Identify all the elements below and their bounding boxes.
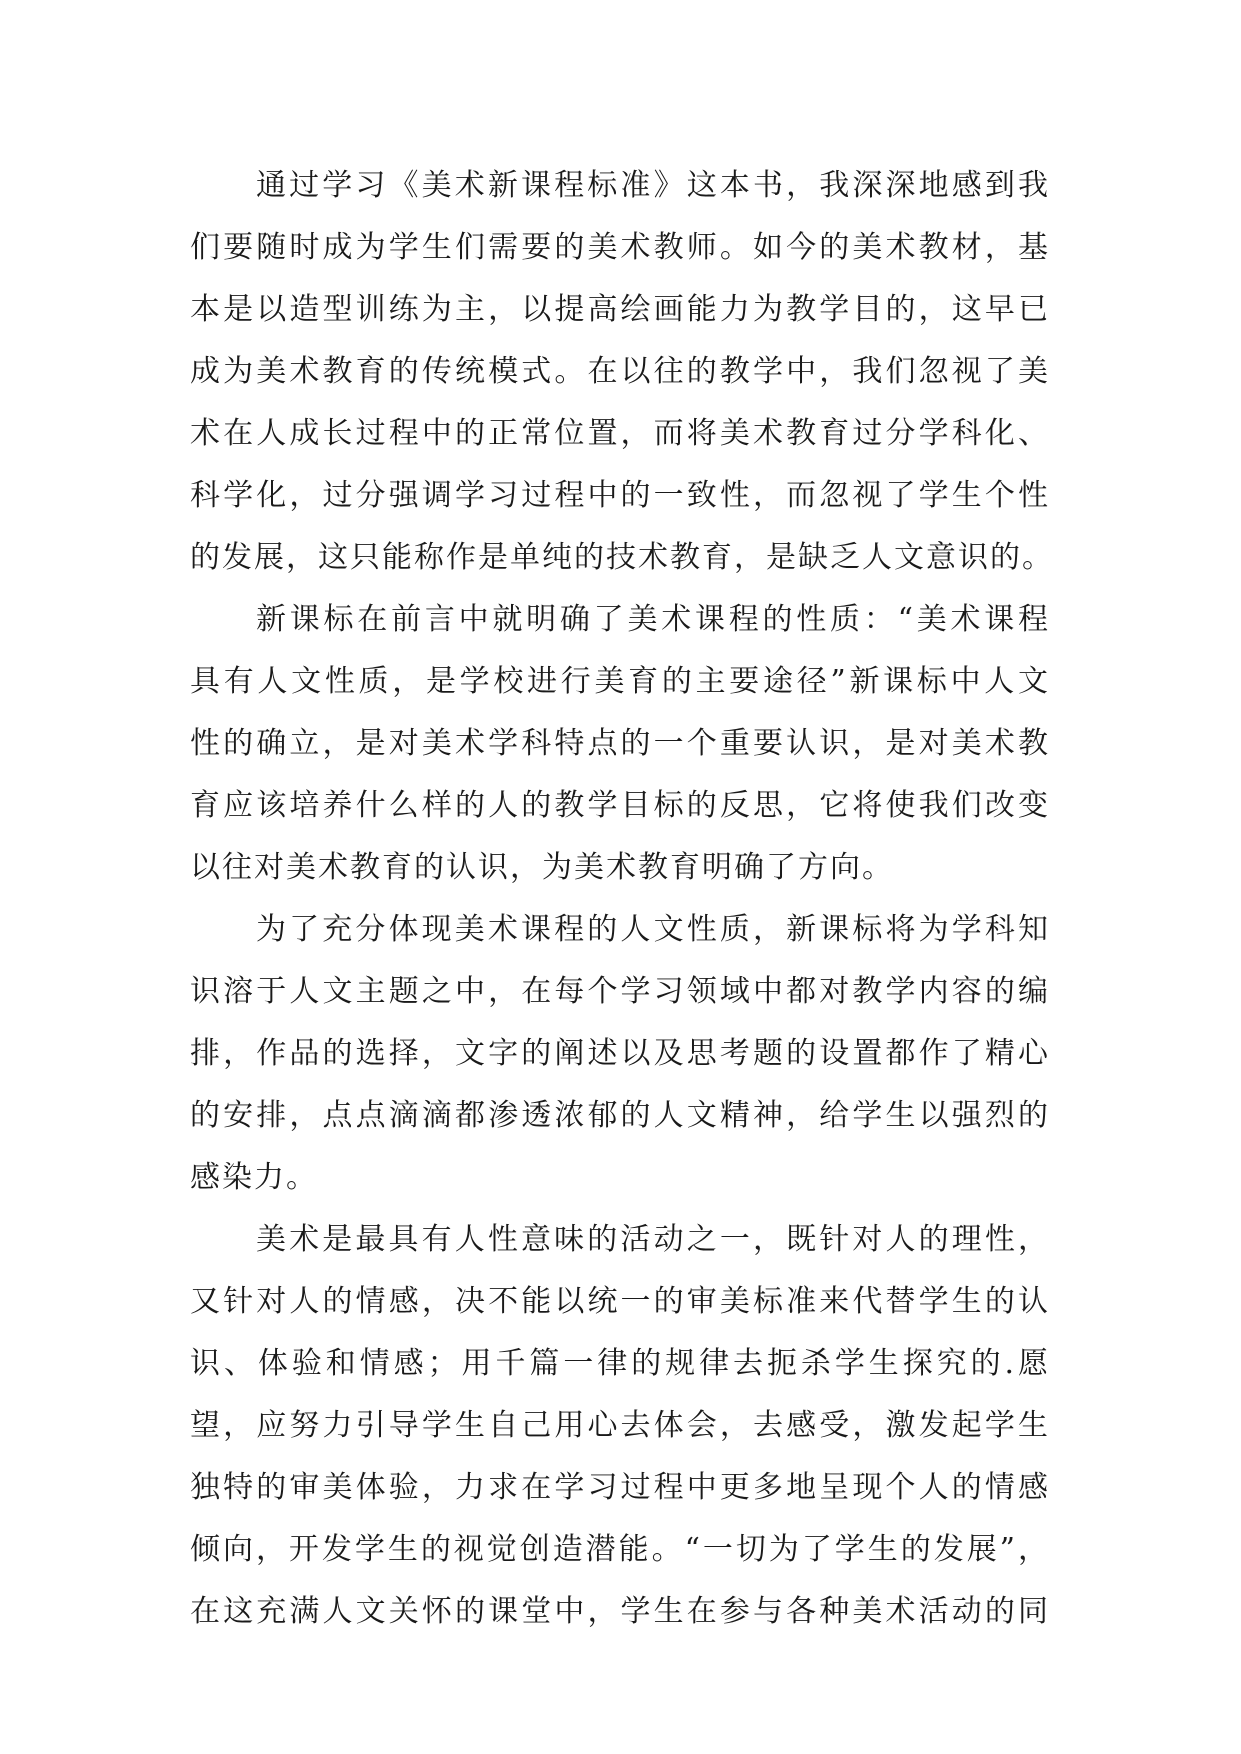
text-line: 科学化，过分强调学习过程中的一致性，而忽视了学生个性 xyxy=(190,478,1050,513)
paragraph-1 xyxy=(190,155,1054,589)
text-line: 具有人文性质，是学校进行美育的主要途径”新课标中人文 xyxy=(190,664,1050,699)
text-line: 性的确立，是对美术学科特点的一个重要认识，是对美术教 xyxy=(190,726,1050,761)
text-line: 望，应努力引导学生自己用心去体会，去感受，激发起学生 xyxy=(190,1408,1050,1443)
text-line: 的安排，点点滴滴都渗透浓郁的人文精神，给学生以强烈的 xyxy=(190,1098,1050,1133)
text-line: 们要随时成为学生们需要的美术教师。如今的美术教材，基 xyxy=(190,230,1050,265)
text-line: 为了充分体现美术课程的人文性质，新课标将为学科知 xyxy=(256,912,1050,947)
text-line: 通过学习《美术新课程标准》这本书，我深深地感到我 xyxy=(256,168,1050,203)
text-line: 新课标在前言中就明确了美术课程的性质：“美术课程 xyxy=(256,602,1050,637)
text-line: 的发展，这只能称作是单纯的技术教育，是缺乏人文意识的。 xyxy=(190,540,1054,575)
text-line: 在这充满人文关怀的课堂中，学生在参与各种美术活动的同 xyxy=(190,1594,1050,1629)
text-line: 识溶于人文主题之中，在每个学习领域中都对教学内容的编 xyxy=(190,974,1050,1009)
text-line: 倾向，开发学生的视觉创造潜能。“一切为了学生的发展”， xyxy=(190,1532,1050,1567)
text-line: 美术是最具有人性意味的活动之一，既针对人的理性， xyxy=(256,1222,1050,1257)
text-line: 成为美术教育的传统模式。在以往的教学中，我们忽视了美 xyxy=(190,354,1050,389)
text-line: 识、体验和情感；用千篇一律的规律去扼杀学生探究的.愿 xyxy=(190,1346,1050,1381)
text-line: 育应该培养什么样的人的教学目标的反思，它将使我们改变 xyxy=(190,788,1050,823)
text-line: 以往对美术教育的认识，为美术教育明确了方向。 xyxy=(190,850,894,885)
body-text xyxy=(190,155,1054,1643)
text-line: 排，作品的选择，文字的阐述以及思考题的设置都作了精心 xyxy=(190,1036,1050,1071)
text-line: 术在人成长过程中的正常位置，而将美术教育过分学科化、 xyxy=(190,416,1050,451)
text-line: 本是以造型训练为主，以提高绘画能力为教学目的，这早已 xyxy=(190,292,1050,327)
text-line: 又针对人的情感，决不能以统一的审美标准来代替学生的认 xyxy=(190,1284,1050,1319)
paragraph-3 xyxy=(190,899,1050,1209)
paragraph-4 xyxy=(190,1209,1050,1643)
paragraph-2 xyxy=(190,589,1050,899)
text-line: 感染力。 xyxy=(190,1160,318,1195)
text-line: 独特的审美体验，力求在学习过程中更多地呈现个人的情感 xyxy=(190,1470,1050,1505)
